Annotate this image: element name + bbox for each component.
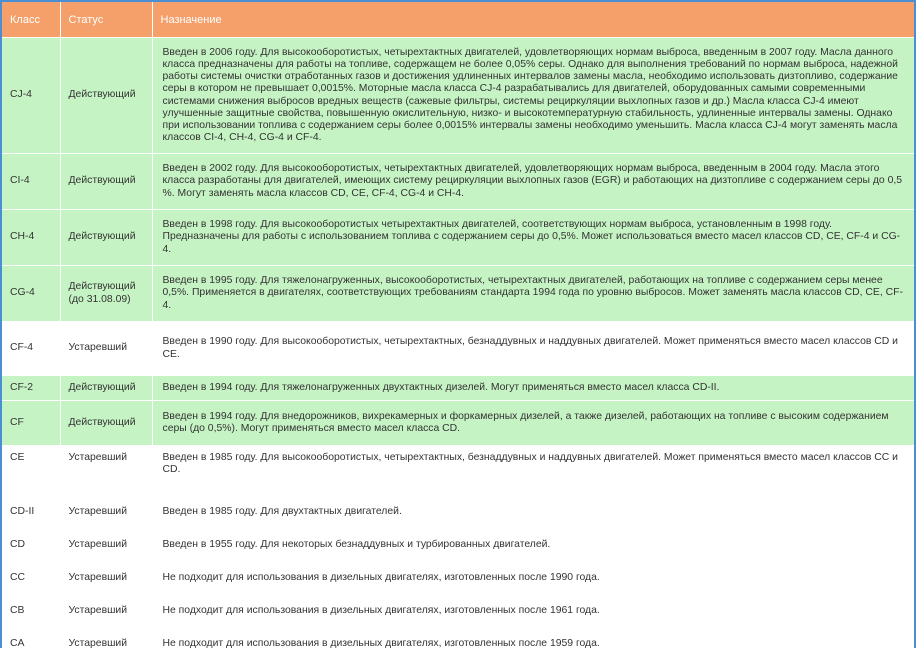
description-cell: Введен в 2006 году. Для высокооборотистых, четырехтактных двигателей, удовлетворяющих нормам выброса, введенным в 2007 году. Масла данного класса предназначены для работы на топливе, содержащем не более 0,05% серы. Однако для выполнения требований по нормам выброса, надежной работы системы очистки отработанных газов и достижения удлиненных интервалов замены масла, необходимо использовать дизтопливо, содержание серы в котором не превышает 0,0015%. Моторные масла класса CJ-4 разрабатывались для двигателей, оборудованных самыми современными системами снижения выбросов вредных веществ (сажевые фильтры, системы рециркуляции выхлопных газов и др.) Масла класса CJ-4 имеют улучшенные защитные свойства, повышенную окислительную, низко- и высокотемпературную стабильность, удлиненные интервалы замены. Однако при использовании топлива с содержанием серы более 0,0015% интервалы замены необходимо уменьшить. Масла класса CJ-4 могут заменять масла классов CI-4, CH-4, CG-4 и CF-4. (152, 38, 914, 154)
status-cell: Действующий (60, 210, 152, 266)
status-cell: Действующий (60, 154, 152, 210)
class-cell: CC (2, 562, 60, 595)
table-row (2, 401, 914, 446)
description-cell: Введен в 1955 году. Для некоторых безнаддувных и турбированных двигателей. (152, 529, 914, 562)
class-cell: CA (2, 628, 60, 661)
status-cell: Устаревший (60, 496, 152, 529)
table-row (2, 446, 914, 496)
header-description: Назначение (152, 2, 914, 38)
table-row (2, 376, 914, 401)
table-row (2, 496, 914, 529)
table-row (2, 595, 914, 628)
table-row (2, 562, 914, 595)
class-cell: CF-2 (2, 376, 60, 401)
class-cell: CD (2, 529, 60, 562)
description-cell: Введен в 1994 году. Для внедорожников, вихрекамерных и форкамерных дизелей, а также дизелей, работающих на топливе с высоким содержанием серы (до 0,5%). Могут применяться вместо масел класса CD. (152, 401, 914, 446)
description-cell: Не подходит для использования в дизельных двигателях, изготовленных после 1990 года. (152, 562, 914, 595)
class-cell: CD-II (2, 496, 60, 529)
table-row (2, 210, 914, 266)
status-cell: Устаревший (60, 529, 152, 562)
class-cell: CB (2, 595, 60, 628)
class-cell: CG-4 (2, 266, 60, 322)
class-cell: CF (2, 401, 60, 446)
status-cell: Действующий (60, 376, 152, 401)
header-status: Статус (60, 2, 152, 38)
status-cell: Действующий (60, 401, 152, 446)
table-header (2, 2, 914, 38)
description-cell: Введен в 1998 году. Для высокооборотистых четырехтактных двигателей, соответствующих нормам выброса, установленным в 1998 году. Предназначены для работы с использованием топлива с содержанием серы до 0,5%. Может использоваться вместо масел классов CD, CE, CF-4 и CG-4. (152, 210, 914, 266)
table-row (2, 322, 914, 376)
description-cell: Введен в 1985 году. Для высокооборотистых, четырехтактных, безнаддувных и наддувных двигателей. Может применяться вместо масел классов CC и CD. (152, 446, 914, 496)
status-cell: Устаревший (60, 446, 152, 496)
table-row (2, 628, 914, 661)
class-cell: CE (2, 446, 60, 496)
status-cell: Устаревший (60, 562, 152, 595)
status-cell: Устаревший (60, 322, 152, 376)
table-row (2, 266, 914, 322)
header-class: Класс (2, 2, 60, 38)
status-cell: Действующий (60, 38, 152, 154)
api-diesel-oil-classes-table (2, 2, 914, 661)
table-body (2, 38, 914, 661)
description-cell: Введен в 1994 году. Для тяжелонагруженных двухтактных дизелей. Могут применяться вместо масел класса CD-II. (152, 376, 914, 401)
class-cell: CF-4 (2, 322, 60, 376)
status-cell: Действующий (до 31.08.09) (60, 266, 152, 322)
status-cell: Устаревший (60, 595, 152, 628)
description-cell: Введен в 1985 году. Для двухтактных двигателей. (152, 496, 914, 529)
header-row (2, 2, 914, 38)
description-cell: Введен в 2002 году. Для высокооборотистых, четырехтактных двигателей, удовлетворяющих нормам выброса, введенным в 2004 году. Масла этого класса разработаны для двигателей, имеющих систему рециркуляции выхлопных газов (EGR) и работающих на дизтопливе с содержанием серы до 0,5 %. Могут заменять масла классов CD, CE, CF-4, CG-4 и CH-4. (152, 154, 914, 210)
description-cell: Не подходит для использования в дизельных двигателях, изготовленных после 1959 года. (152, 628, 914, 661)
description-cell: Введен в 1995 году. Для тяжелонагруженных, высокооборотистых, четырехтактных двигателей, работающих на топливе с содержанием серы менее 0,5%. Применяется в двигателях, соответствующих требованиям стандарта 1994 года по уровню выбросов. Может заменять масла классов CD, CE, CF-4. (152, 266, 914, 322)
description-cell: Не подходит для использования в дизельных двигателях, изготовленных после 1961 года. (152, 595, 914, 628)
table-row (2, 529, 914, 562)
class-cell: CI-4 (2, 154, 60, 210)
class-cell: CJ-4 (2, 38, 60, 154)
description-cell: Введен в 1990 году. Для высокооборотистых, четырехтактных, безнаддувных и наддувных двигателей. Может применяться вместо масел классов CD и CE. (152, 322, 914, 376)
table-row (2, 38, 914, 154)
class-cell: CH-4 (2, 210, 60, 266)
table-row (2, 154, 914, 210)
status-cell: Устаревший (60, 628, 152, 661)
